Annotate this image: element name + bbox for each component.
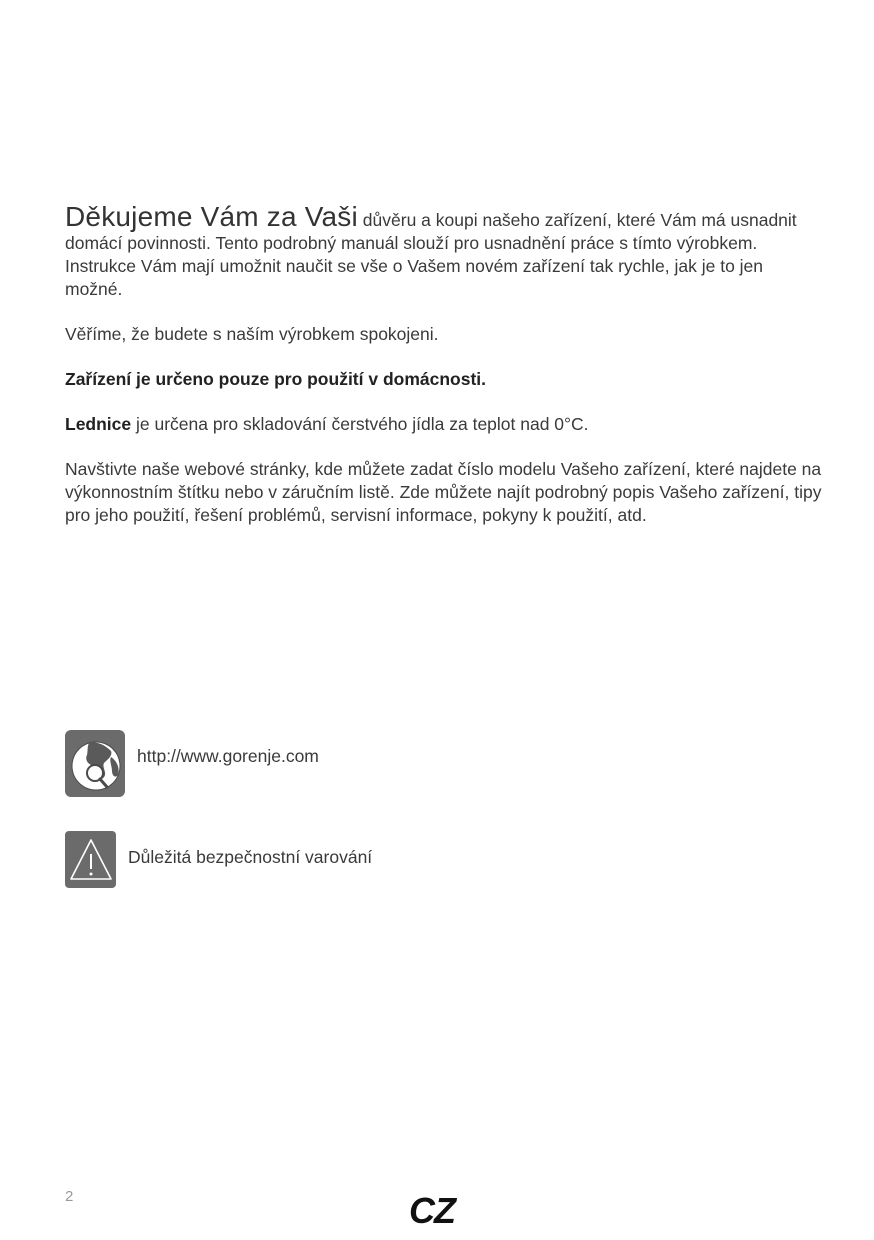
language-code: CZ <box>409 1190 455 1231</box>
intro-paragraph <box>65 201 825 301</box>
website-url: http://www.gorenje.com <box>137 745 319 766</box>
fridge-paragraph <box>65 413 825 436</box>
domestic-use-paragraph: Zařízení je určeno pouze pro použití v domácnosti. <box>65 369 487 389</box>
fridge-text: je určena pro skladování čerstvého jídla za teplot nad 0°C. <box>131 414 589 434</box>
satisfaction-paragraph: Věříme, že budete s naším výrobkem spokojeni. <box>65 324 439 344</box>
intro-lead: Děkujeme Vám za Vaši <box>65 201 358 232</box>
main-content <box>65 201 825 527</box>
website-legend-row <box>65 730 319 797</box>
fridge-bold-label: Lednice <box>65 414 132 434</box>
warning-legend-row <box>65 831 372 888</box>
globe-search-icon <box>65 730 125 797</box>
page-number: 2 <box>65 1188 74 1205</box>
warning-triangle-icon <box>65 831 116 888</box>
intro-text: důvěru a koupi našeho zařízení, které Vám má usnadnit domácí povinnosti. Tento podrobný manuál slouží pro usnadnění práce s tímto výrobkem. Instrukce Vám mají umožnit naučit se vše o Vašem novém zařízení tak rychle, jak je to jen možné. <box>65 210 797 299</box>
warning-label: Důležitá bezpečnostní varování <box>128 847 373 867</box>
website-info-paragraph: Navštivte naše webové stránky, kde můžete zadat číslo modelu Vašeho zařízení, které najdete na výkonnostním štítku nebo v záručním listě. Zde můžete najít podrobný popis Vašeho zařízení, tipy pro jeho použití, řešení problémů, servisní informace, pokyny k použití, atd. <box>65 459 822 525</box>
